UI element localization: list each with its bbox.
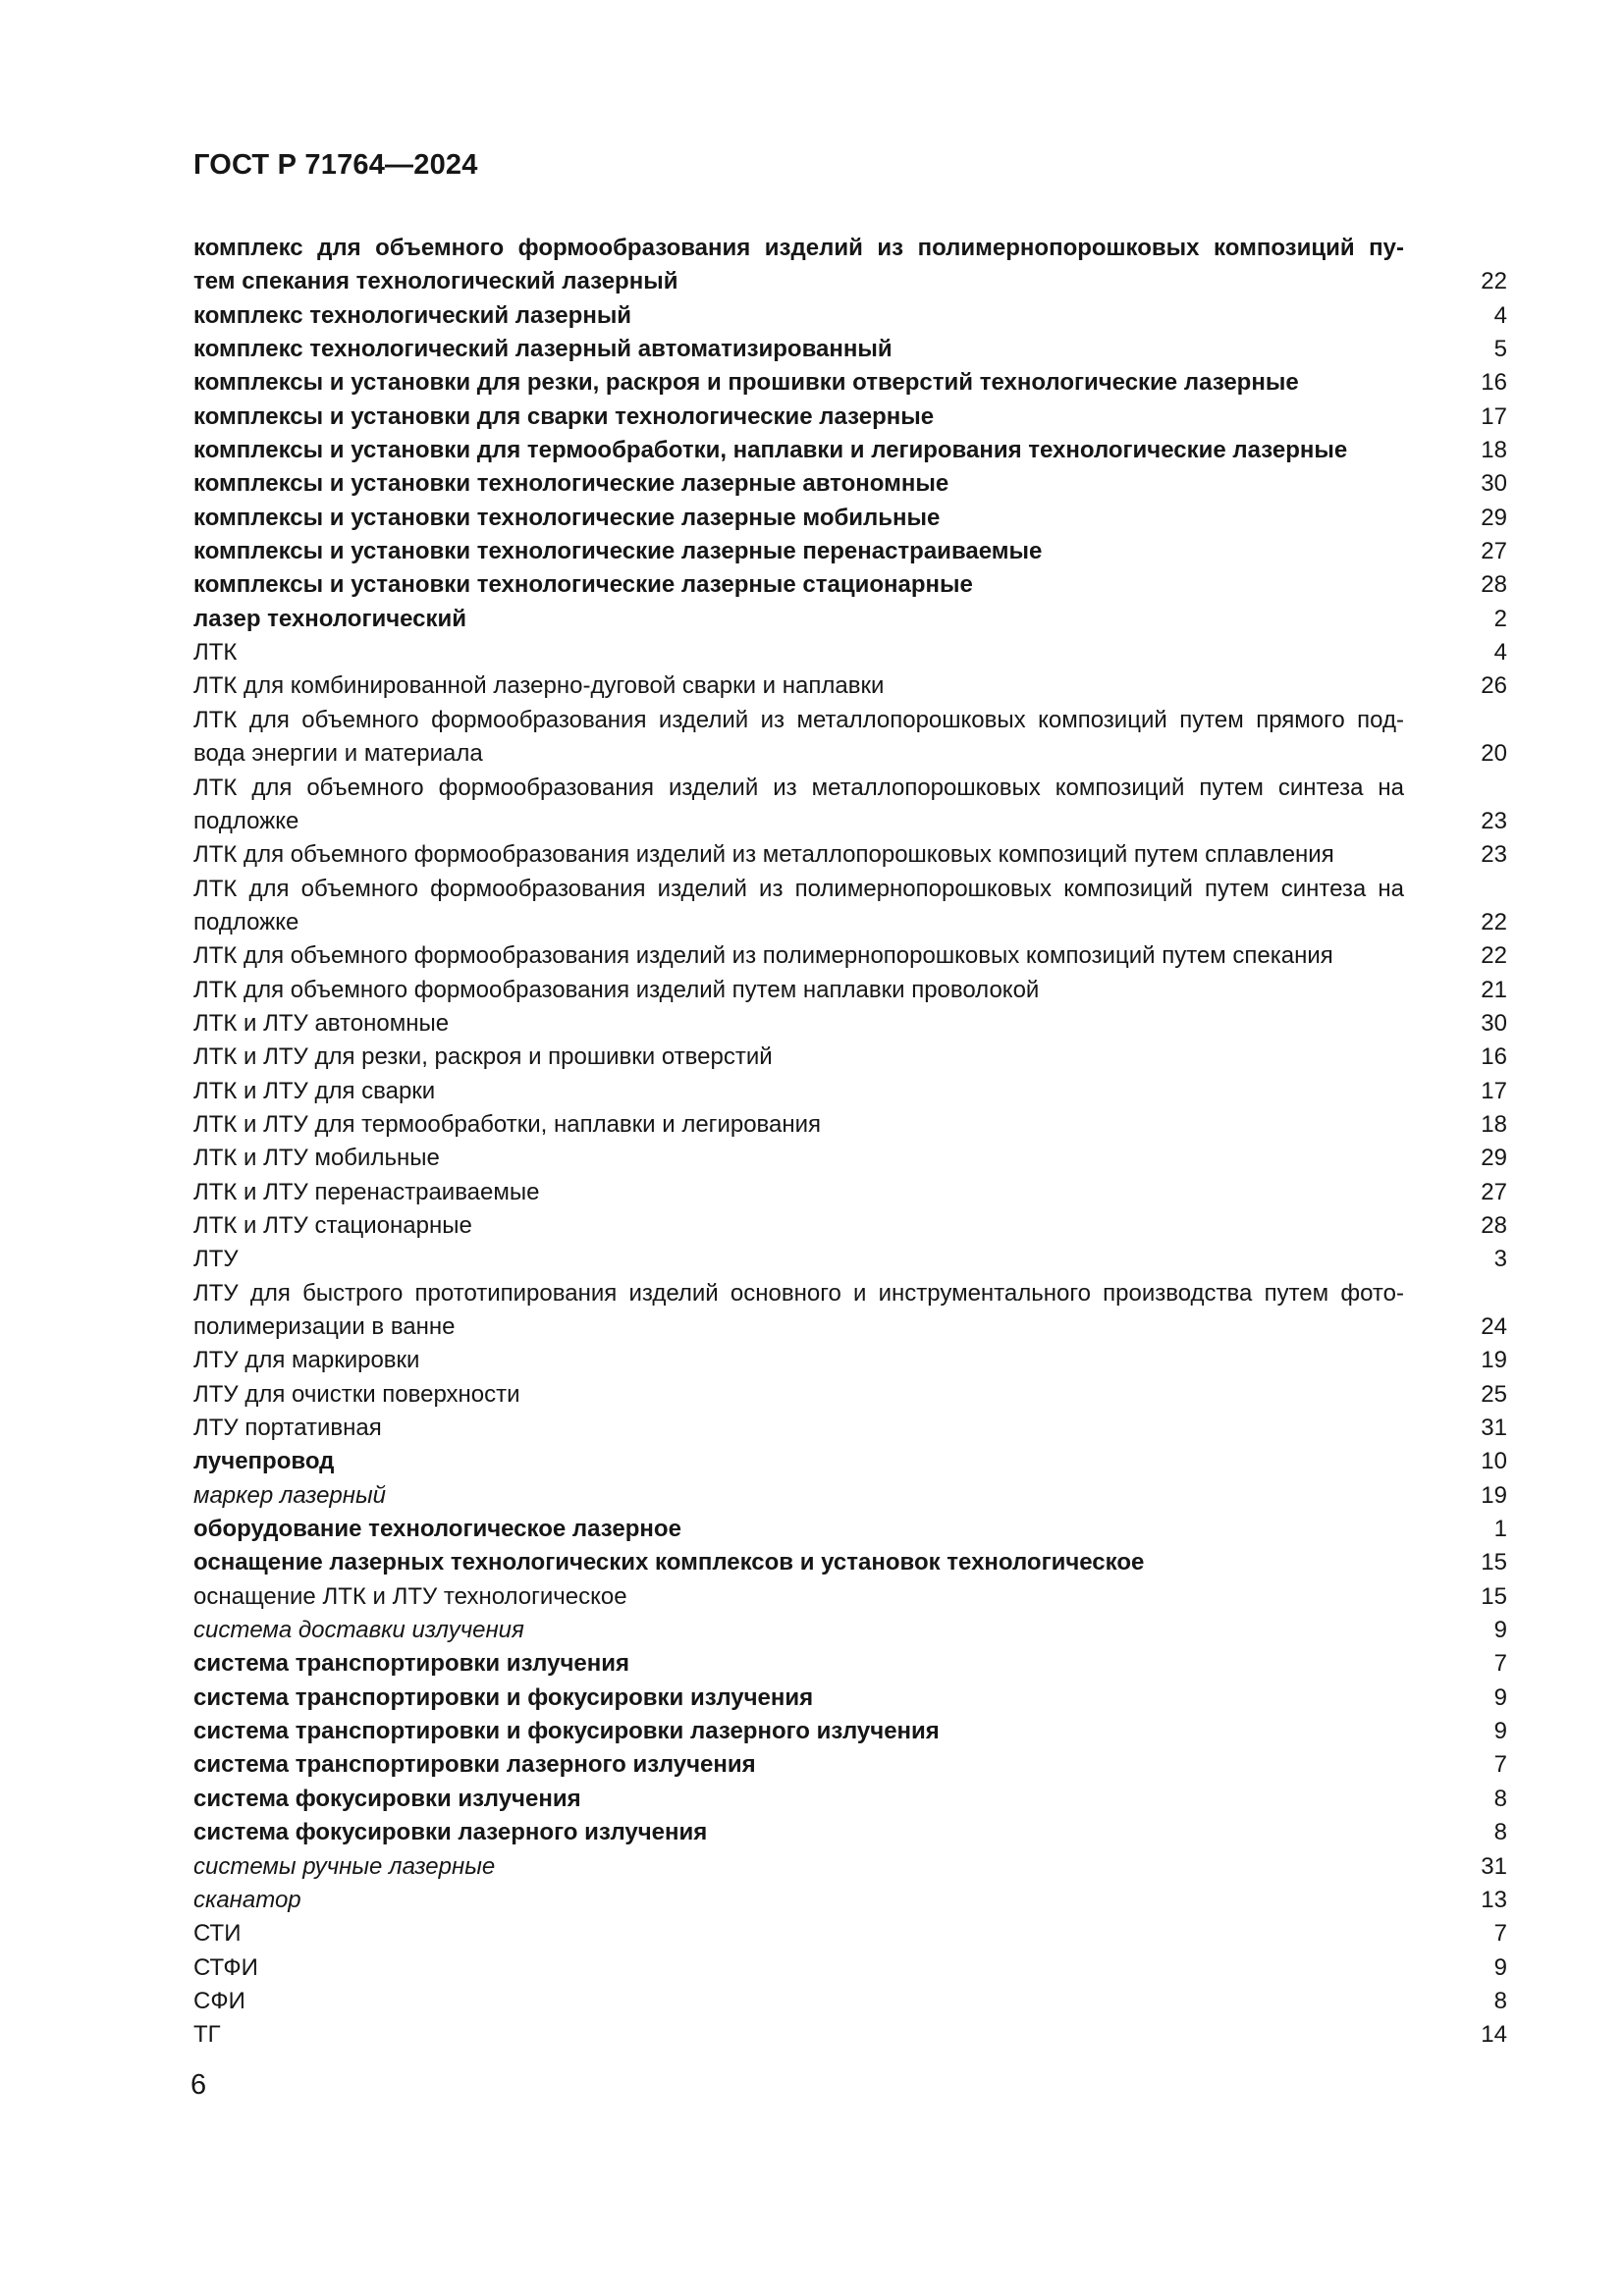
index-page-number: 19	[1481, 1347, 1507, 1374]
index-term	[193, 1412, 1404, 1445]
index-entry	[193, 1041, 1507, 1074]
index-entry	[193, 1647, 1507, 1681]
index-term-line: система транспортировки излучения	[193, 1650, 629, 1678]
index-term	[193, 568, 1404, 602]
index-term	[193, 974, 1404, 1007]
index-term	[193, 669, 1404, 703]
index-term-line: маркер лазерный	[193, 1481, 386, 1509]
index-term	[193, 1614, 1404, 1647]
index-term	[193, 535, 1404, 568]
index-term	[193, 873, 1404, 940]
index-term	[193, 1075, 1404, 1108]
index-term-line: ЛТУ для маркировки	[193, 1347, 420, 1374]
index-page-number: 10	[1481, 1448, 1507, 1475]
index-entry	[193, 1715, 1507, 1748]
index-term	[193, 1513, 1404, 1546]
index-entry	[193, 1007, 1507, 1041]
index-page-number: 23	[1481, 841, 1507, 869]
index-term	[193, 1816, 1404, 1849]
index-page-number: 17	[1481, 402, 1507, 430]
index-entry	[193, 1884, 1507, 1917]
index-entry	[193, 1682, 1507, 1715]
index-entry	[193, 1748, 1507, 1782]
index-entry	[193, 400, 1507, 434]
index-term-line: ЛТК и ЛТУ перенастраиваемые	[193, 1178, 540, 1205]
index-term-line: система транспортировки и фокусировки излучения	[193, 1683, 814, 1711]
index-page-number: 29	[1481, 504, 1507, 531]
index-term	[193, 1917, 1404, 1950]
index-page-number: 9	[1493, 1718, 1507, 1745]
index-page-number: 9	[1493, 1953, 1507, 1981]
index-term-line: ЛТК для комбинированной лазерно-дуговой сварки и наплавки	[193, 672, 885, 700]
index-term	[193, 1479, 1404, 1513]
index-term-line: ЛТК и ЛТУ для сварки	[193, 1077, 436, 1104]
index-entry	[193, 838, 1507, 872]
index-term-line: ЛТК и ЛТУ для резки, раскроя и прошивки отверстий	[193, 1043, 773, 1071]
index-term-line: ЛТК для объемного формообразования изделий из металлопорошковых композиций путем синтеза на	[193, 774, 1404, 801]
index-term-line: ЛТУ для очистки поверхности	[193, 1380, 520, 1408]
index-term	[193, 603, 1404, 636]
index-term	[193, 333, 1404, 366]
index-term-line: сканатор	[193, 1886, 301, 1913]
index-term	[193, 1176, 1404, 1209]
index-term-line: лазер технологический	[193, 605, 467, 632]
index-page-number: 7	[1493, 1650, 1507, 1678]
index-term	[193, 1647, 1404, 1681]
index-page-number: 2	[1493, 605, 1507, 632]
index-page-number: 30	[1481, 1009, 1507, 1037]
index-page-number: 31	[1481, 1852, 1507, 1880]
index-term-line: тем спекания технологический лазерный	[193, 268, 678, 295]
index-term	[193, 838, 1404, 872]
index-term	[193, 1884, 1404, 1917]
index-entry	[193, 1850, 1507, 1884]
index-term-line: комплекс технологический лазерный автоматизированный	[193, 336, 893, 363]
index-term-line: комплекс для объемного формообразования изделий из полимернопорошковых композиций пу-	[193, 235, 1404, 261]
index-entry	[193, 669, 1507, 703]
index-term-line: система транспортировки и фокусировки лазерного излучения	[193, 1718, 940, 1745]
index-entry	[193, 1378, 1507, 1412]
index-entry	[193, 1985, 1507, 2018]
index-page-number: 18	[1481, 1110, 1507, 1138]
index-term-line: система транспортировки лазерного излучения	[193, 1751, 756, 1779]
index-entry	[193, 1412, 1507, 1445]
index-term-line: система фокусировки лазерного излучения	[193, 1819, 708, 1846]
index-page-number: 21	[1481, 976, 1507, 1003]
index-page-number: 4	[1493, 301, 1507, 329]
index-term	[193, 1748, 1404, 1782]
index-entry	[193, 1344, 1507, 1377]
index-entry	[193, 1075, 1507, 1108]
index-term	[193, 1783, 1404, 1816]
index-term-line: комплексы и установки технологические лазерные перенастраиваемые	[193, 538, 1043, 565]
index-page-number: 16	[1481, 1043, 1507, 1071]
index-term-line: комплексы и установки технологические лазерные мобильные	[193, 504, 941, 531]
index-term-line: ЛТК для объемного формообразования изделий из металлопорошковых композиций путем сплавления	[193, 841, 1334, 869]
index-entry	[193, 974, 1507, 1007]
document-header: ГОСТ Р 71764—2024	[193, 149, 478, 181]
index-page-number: 9	[1493, 1617, 1507, 1644]
index-entry	[193, 1816, 1507, 1849]
index-term	[193, 1142, 1404, 1175]
index-list	[193, 232, 1507, 2053]
index-term-line: ЛТК	[193, 639, 238, 667]
index-term	[193, 1715, 1404, 1748]
index-entry	[193, 772, 1507, 839]
index-entry	[193, 1951, 1507, 1985]
index-page-number: 14	[1481, 2021, 1507, 2049]
index-term-line: ЛТК для объемного формообразования изделий из полимернопорошковых композиций путем синтеза на	[193, 875, 1404, 902]
index-entry	[193, 1479, 1507, 1513]
index-page-number: 1	[1493, 1516, 1507, 1543]
index-page-number: 25	[1481, 1380, 1507, 1408]
index-term	[193, 1108, 1404, 1142]
index-entry	[193, 1783, 1507, 1816]
index-term-line: ЛТК и ЛТУ стационарные	[193, 1211, 472, 1239]
index-term	[193, 299, 1404, 333]
index-page-number: 9	[1493, 1683, 1507, 1711]
index-term-line: комплексы и установки для резки, раскроя и прошивки отверстий технологические лазерные	[193, 369, 1299, 397]
index-term-line: полимеризации в ванне	[193, 1313, 456, 1340]
index-term-line: ЛТК для объемного формообразования изделий путем наплавки проволокой	[193, 976, 1040, 1003]
index-term-line: оснащение ЛТК и ЛТУ технологическое	[193, 1582, 627, 1610]
index-entry	[193, 873, 1507, 940]
index-entry	[193, 1580, 1507, 1614]
index-page-number: 18	[1481, 437, 1507, 464]
index-entry	[193, 2018, 1507, 2052]
index-term	[193, 772, 1404, 839]
index-term	[193, 1580, 1404, 1614]
index-term	[193, 1951, 1404, 1985]
index-entry	[193, 333, 1507, 366]
index-term-line: ЛТУ	[193, 1246, 239, 1273]
index-entry	[193, 535, 1507, 568]
index-page-number: 27	[1481, 1178, 1507, 1205]
index-page-number: 28	[1481, 571, 1507, 599]
index-term	[193, 1209, 1404, 1243]
index-term-line: ЛТК для объемного формообразования изделий из металлопорошковых композиций путем прямого под-	[193, 706, 1404, 733]
index-entry	[193, 1614, 1507, 1647]
index-term-line: лучепровод	[193, 1448, 335, 1475]
index-term	[193, 1243, 1404, 1276]
index-entry	[193, 603, 1507, 636]
index-entry	[193, 434, 1507, 467]
index-entry	[193, 1513, 1507, 1546]
index-term-line: СФИ	[193, 1987, 245, 2014]
index-page-number: 30	[1481, 470, 1507, 498]
index-page-number: 15	[1481, 1582, 1507, 1610]
index-term	[193, 232, 1404, 299]
index-page-number: 23	[1481, 807, 1507, 834]
index-page-number: 8	[1493, 1785, 1507, 1812]
index-page-number: 13	[1481, 1886, 1507, 1913]
index-term	[193, 467, 1404, 501]
index-term	[193, 1850, 1404, 1884]
index-entry	[193, 939, 1507, 973]
index-page-number: 4	[1493, 639, 1507, 667]
index-term-line: комплексы и установки для сварки технологические лазерные	[193, 402, 935, 430]
index-page-number: 8	[1493, 1987, 1507, 2014]
index-entry	[193, 1243, 1507, 1276]
index-term-line: ЛТУ для быстрого прототипирования изделий основного и инструментального производства путем фото-	[193, 1279, 1404, 1307]
index-entry	[193, 1142, 1507, 1175]
index-term	[193, 502, 1404, 535]
index-page-number: 27	[1481, 538, 1507, 565]
index-page-number: 31	[1481, 1415, 1507, 1442]
index-term	[193, 2018, 1404, 2052]
index-term-line: вода энергии и материала	[193, 740, 483, 768]
index-term-line: ЛТК для объемного формообразования изделий из полимернопорошковых композиций путем спекания	[193, 942, 1333, 970]
index-entry	[193, 366, 1507, 400]
index-entry	[193, 1917, 1507, 1950]
index-term-line: комплекс технологический лазерный	[193, 301, 632, 329]
index-term	[193, 1277, 1404, 1345]
index-term-line: ЛТК и ЛТУ автономные	[193, 1009, 450, 1037]
index-term-line: ТГ	[193, 2021, 221, 2049]
index-term-line: система доставки излучения	[193, 1617, 524, 1644]
index-term	[193, 636, 1404, 669]
index-page-number: 26	[1481, 672, 1507, 700]
index-page-number: 20	[1481, 740, 1507, 768]
index-term-line: комплексы и установки технологические лазерные стационарные	[193, 571, 973, 599]
index-entry	[193, 568, 1507, 602]
index-term	[193, 1985, 1404, 2018]
index-term	[193, 1041, 1404, 1074]
index-page-number: 29	[1481, 1145, 1507, 1172]
index-term	[193, 1344, 1404, 1377]
index-page-number: 7	[1493, 1751, 1507, 1779]
index-term-line: ЛТК и ЛТУ мобильные	[193, 1145, 440, 1172]
index-term-line: ЛТУ портативная	[193, 1415, 382, 1442]
index-entry	[193, 1176, 1507, 1209]
index-term	[193, 1445, 1404, 1478]
index-term	[193, 1378, 1404, 1412]
index-term-line: оборудование технологическое лазерное	[193, 1516, 681, 1543]
index-term-line: система фокусировки излучения	[193, 1785, 581, 1812]
index-entry	[193, 1277, 1507, 1345]
index-term-line: комплексы и установки технологические лазерные автономные	[193, 470, 949, 498]
index-page-number: 15	[1481, 1549, 1507, 1576]
index-term	[193, 1546, 1404, 1579]
index-entry	[193, 1209, 1507, 1243]
index-term	[193, 1007, 1404, 1041]
index-term	[193, 400, 1404, 434]
index-page-number: 7	[1493, 1920, 1507, 1948]
index-page-number: 28	[1481, 1211, 1507, 1239]
index-page-number: 19	[1481, 1481, 1507, 1509]
index-term	[193, 434, 1404, 467]
index-page-number: 22	[1481, 942, 1507, 970]
page-number-footer: 6	[190, 2069, 207, 2101]
index-page-number: 22	[1481, 908, 1507, 935]
index-term-line: комплексы и установки для термообработки, наплавки и легирования технологические лазерные	[193, 437, 1348, 464]
index-entry	[193, 232, 1507, 299]
index-page-number: 22	[1481, 268, 1507, 295]
index-term-line: СТИ	[193, 1920, 242, 1948]
index-page-number: 3	[1493, 1246, 1507, 1273]
index-term	[193, 939, 1404, 973]
index-term	[193, 366, 1404, 400]
index-entry	[193, 299, 1507, 333]
index-term-line: системы ручные лазерные	[193, 1852, 496, 1880]
index-entry	[193, 1445, 1507, 1478]
index-page-number: 5	[1493, 336, 1507, 363]
index-entry	[193, 636, 1507, 669]
index-page-number: 17	[1481, 1077, 1507, 1104]
index-entry	[193, 1546, 1507, 1579]
index-entry	[193, 1108, 1507, 1142]
index-page-number: 24	[1481, 1313, 1507, 1340]
index-term-line: подложке	[193, 908, 299, 935]
index-term-line: ЛТК и ЛТУ для термообработки, наплавки и легирования	[193, 1110, 822, 1138]
index-page-number: 8	[1493, 1819, 1507, 1846]
index-page-number: 16	[1481, 369, 1507, 397]
index-term-line: подложке	[193, 807, 299, 834]
index-term	[193, 704, 1404, 772]
index-term-line: оснащение лазерных технологических комплексов и установок технологическое	[193, 1549, 1145, 1576]
index-entry	[193, 467, 1507, 501]
index-term	[193, 1682, 1404, 1715]
index-entry	[193, 704, 1507, 772]
index-entry	[193, 502, 1507, 535]
index-term-line: СТФИ	[193, 1953, 258, 1981]
